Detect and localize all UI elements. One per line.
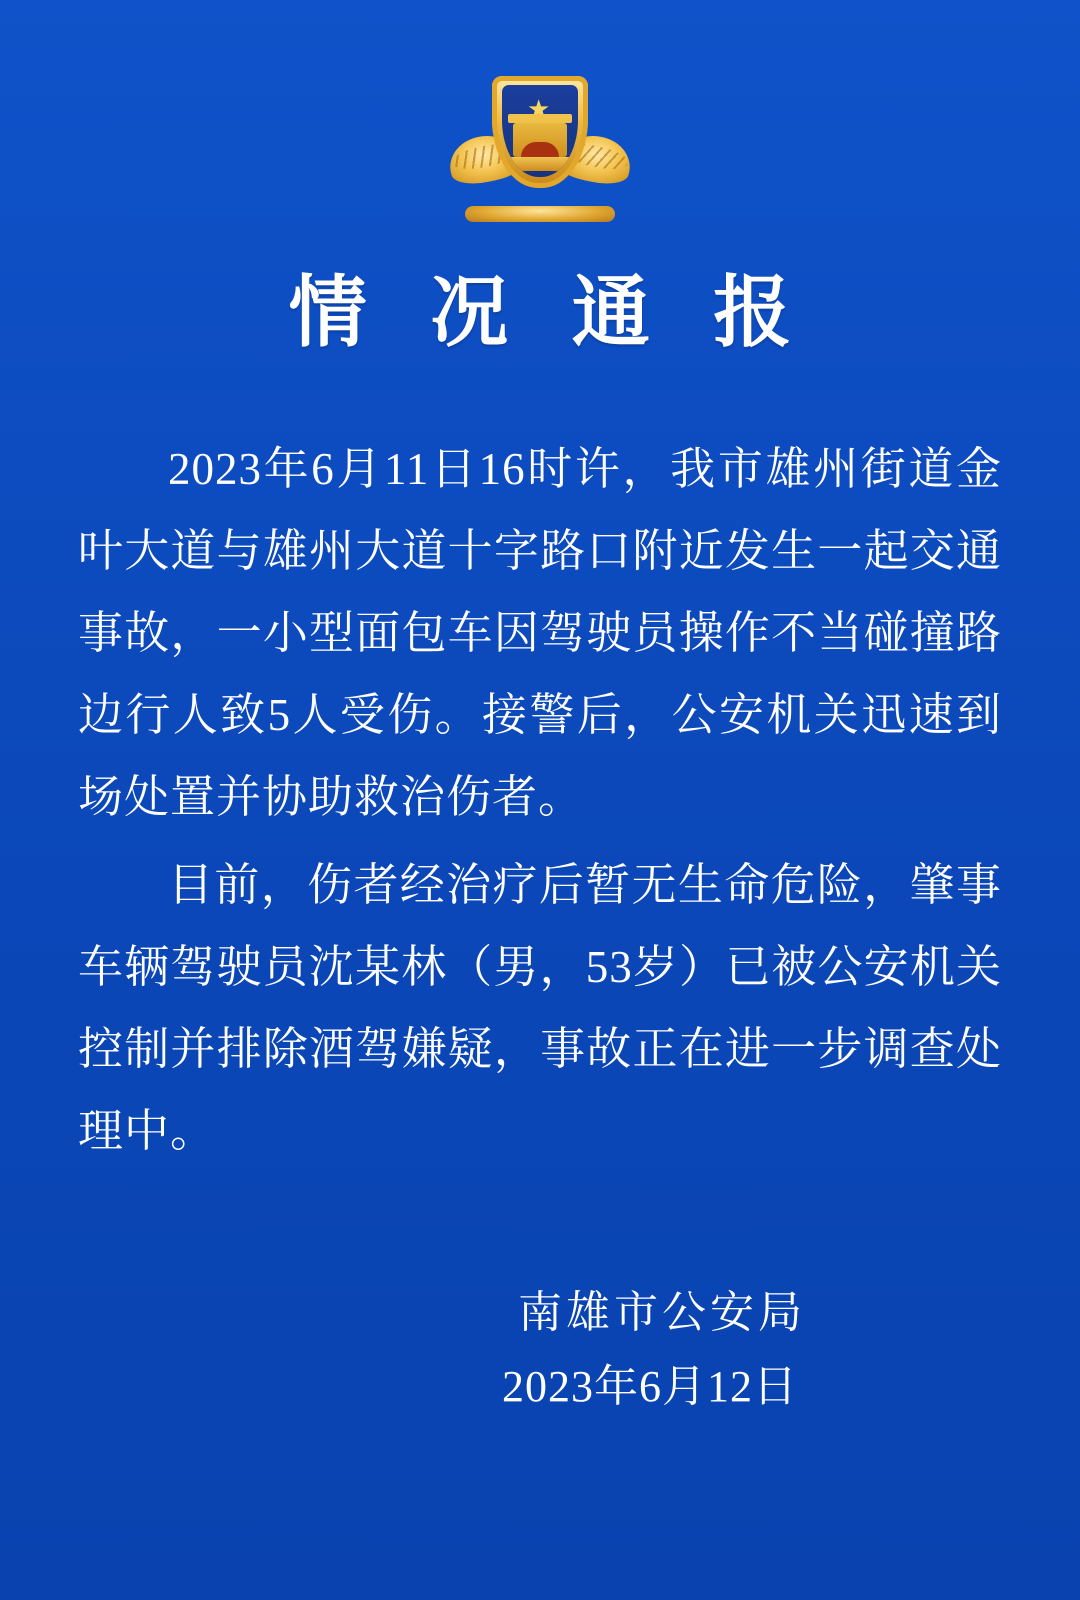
emblem-shield-inner [502,85,578,177]
notice-paragraph: 2023年6月11日16时许，我市雄州街道金叶大道与雄州大道十字路口附近发生一起交通事故，一小型面包车因驾驶员操作不当碰撞路边行人致5人受伤。接警后，公安机关迅速到场处置并协助救治伤者。 [78,443,1002,822]
police-emblem-icon [450,72,630,222]
notice-paragraph: 目前，伤者经治疗后暂无生命危险，肇事车辆驾驶员沈某林（男，53岁）已被公安机关控制并排除酒驾嫌疑，事故正在进一步调查处理中。 [78,859,1002,1156]
signature-block [78,1276,1002,1424]
emblem-tiananmen-icon [513,123,567,157]
signature-date: 2023年6月12日 [502,1361,798,1411]
page-title: 情 况 通 报 [288,269,814,356]
emblem-base-icon [465,206,615,222]
emblem-base-bar [505,157,575,171]
signature-organization: 南雄市公安局 [518,1287,806,1337]
emblem-container [78,0,1002,222]
notice-body [78,428,1002,1172]
